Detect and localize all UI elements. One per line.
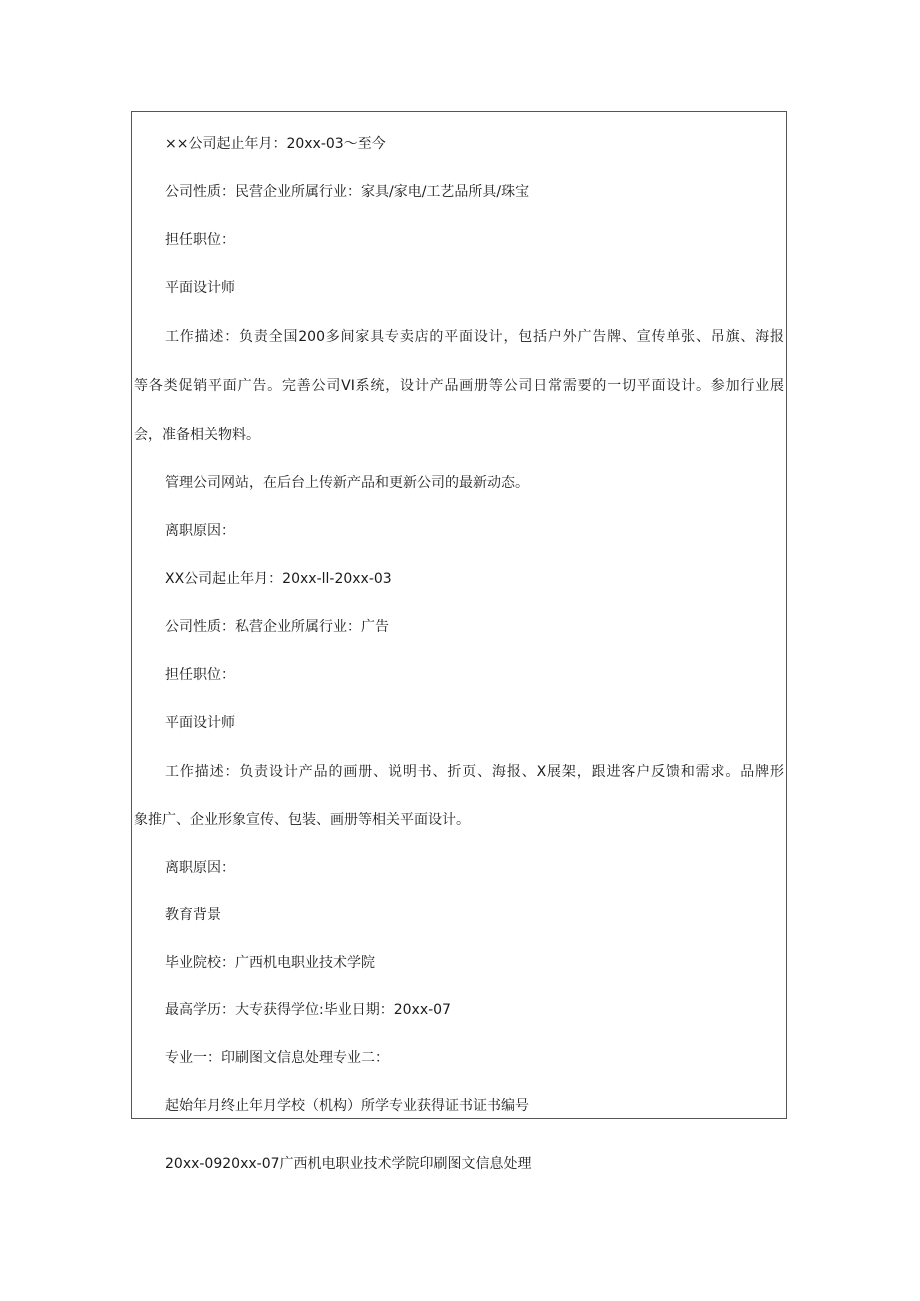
company-2-period: XX公司起止年月：20xx-ll-20xx-03 <box>165 571 392 587</box>
education-heading: 教育背景 <box>165 907 221 923</box>
company-2-description-line-2: 象推广、企业形象宣传、包装、画册等相关平面设计。 <box>134 812 470 828</box>
company-1-website-duty: 管理公司网站，在后台上传新产品和更新公司的最新动态。 <box>165 475 529 491</box>
education-record-row: 20xx-0920xx-07广西机电职业技术学院印刷图文信息处理 <box>165 1156 532 1172</box>
company-1-description-line-2: 等各类促销平面广告。完善公司VI系统，设计产品画册等公司日常需要的一切平面设计。参加行业展 <box>134 378 784 394</box>
education-table-header: 起始年月终止年月学校（机构）所学专业获得证书证书编号 <box>165 1098 529 1114</box>
company-2-nature: 公司性质：私营企业所属行业：广告 <box>165 619 389 635</box>
company-1-leave-reason: 离职原因： <box>165 523 235 539</box>
company-2-leave-reason: 离职原因： <box>165 860 235 876</box>
company-1-nature: 公司性质：民营企业所属行业：家具/家电/工艺品所具/珠宝 <box>165 184 530 200</box>
highest-degree: 最高学历：大专获得学位:毕业日期：20xx-07 <box>165 1002 451 1018</box>
company-1-period: ××公司起止年月：20xx-03〜至今 <box>165 136 386 152</box>
major: 专业一：印刷图文信息处理专业二： <box>165 1050 389 1066</box>
company-2-position: 平面设计师 <box>165 715 235 731</box>
company-2-description-line-1: 工作描述：负责设计产品的画册、说明书、折页、海报、X展架，跟进客户反馈和需求。品牌形 <box>165 764 784 780</box>
company-1-description-line-3: 会，准备相关物料。 <box>134 427 260 443</box>
company-1-position: 平面设计师 <box>165 280 235 296</box>
company-1-position-label: 担任职位： <box>165 232 235 248</box>
company-2-position-label: 担任职位： <box>165 667 235 683</box>
company-1-description-line-1: 工作描述：负责全国200多间家具专卖店的平面设计，包括户外广告牌、宣传单张、吊旗、海报 <box>165 329 784 345</box>
graduate-school: 毕业院校：广西机电职业技术学院 <box>165 955 375 971</box>
